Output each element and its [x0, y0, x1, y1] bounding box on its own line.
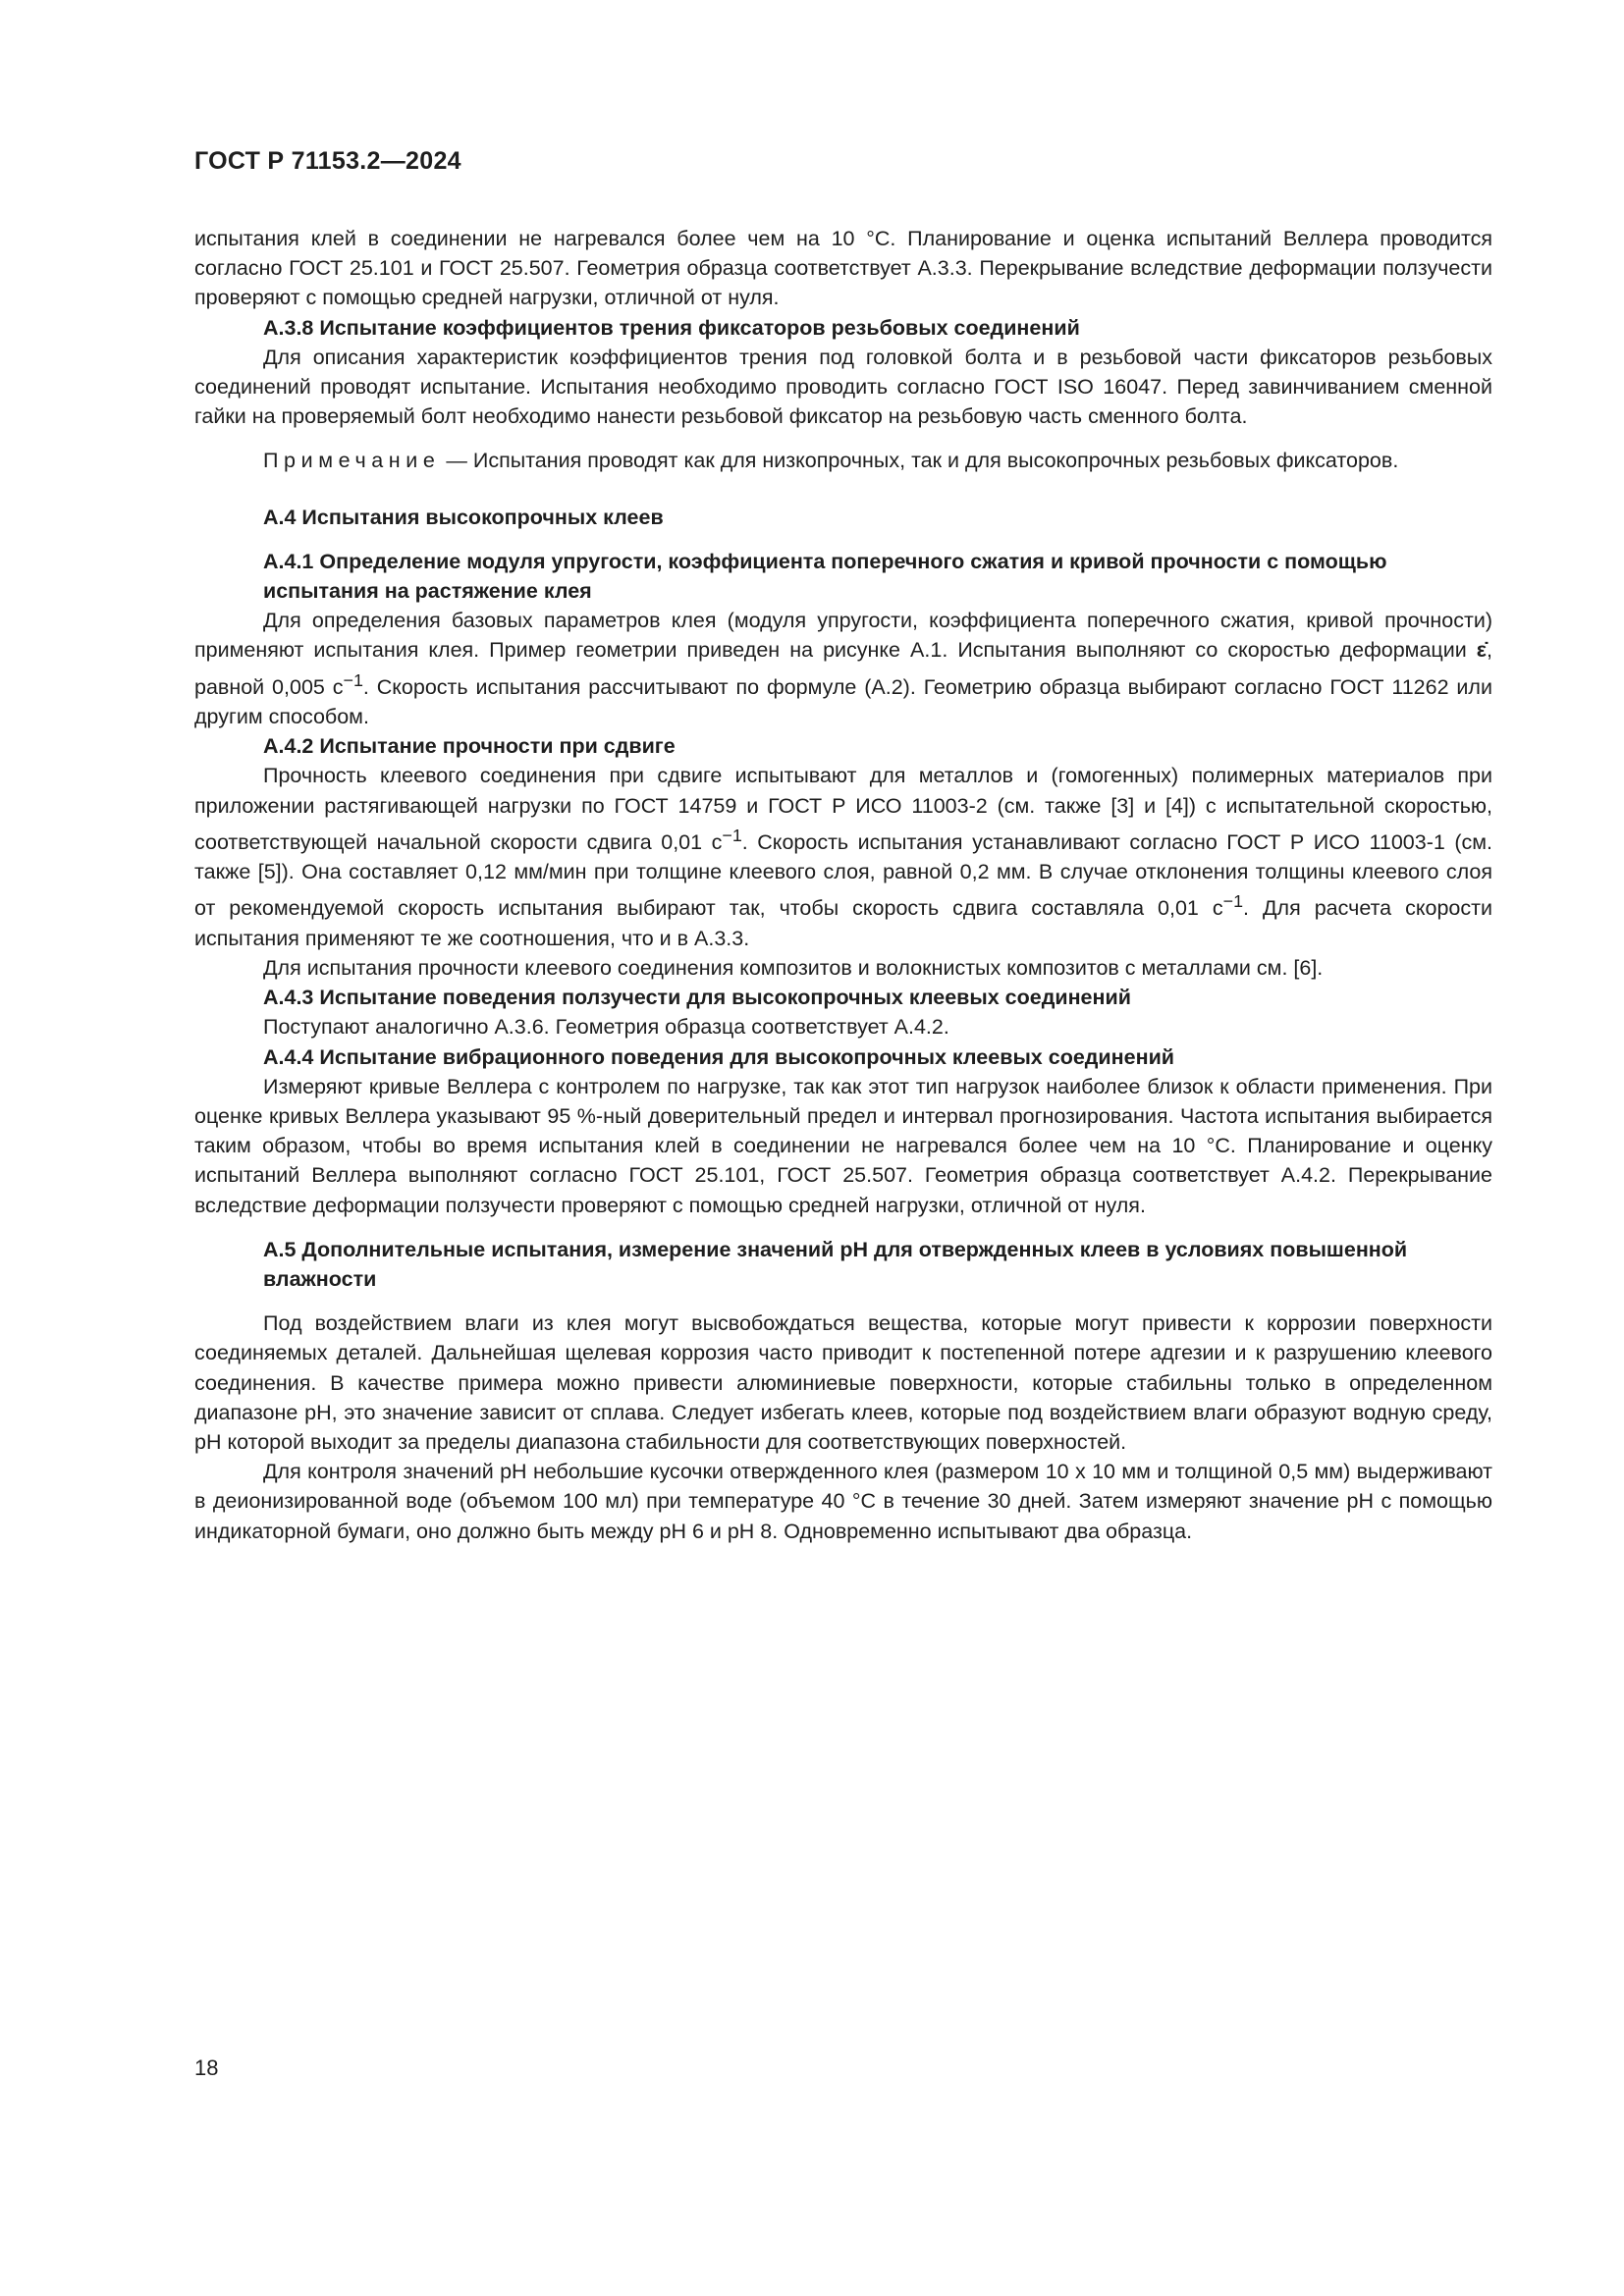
section-heading-a38: А.3.8 Испытание коэффициентов трения фиксаторов резьбовых соединений: [263, 315, 1080, 340]
paragraph: Для испытания прочности клеевого соединения композитов и волокнистых композитов с металлами см. [6].: [263, 955, 1324, 980]
paragraph: Для описания характеристик коэффициентов трения под головкой болта и в резьбовой части фиксаторов резьбовых соединений проводят испытание. Испытания необходимо проводить согласно ГОСТ ISO 16047. Перед завинчиванием сменной гайки на проверяемый болт необходимо нанести резьбовой фиксатор на резьбовую часть сменного болта.: [194, 345, 1492, 429]
paragraph: Для контроля значений pH небольшие кусочки отвержденного клея (размером 10 x 10 мм и толщиной 0,5 мм) выдерживают в деионизированной воде (объемом 100 мл) при температуре 40 °С в течение 30 дней. Затем измеряют значение pH с помощью индикаторной бумаги, оно должно быть между pH 6 и pH 8. Одновременно испытывают два образца.: [194, 1460, 1492, 1543]
document-header: ГОСТ Р 71153.2—2024: [194, 147, 461, 175]
paragraph: Под воздействием влаги из клея могут высвобождаться вещества, которые могут привести к коррозии поверхности соединяемых деталей. Дальнейшая щелевая коррозия часто приводит к постепенной потере адгезии и к разрушению клеевого соединения. В качестве примера можно привести алюминиевые поверхности, которые стабильны только в определенном диапазоне pH, это значение зависит от сплава. Следует избегать клеев, которые под воздействием влаги образуют водную среду, pH которой выходит за пределы диапазона стабильности для соответствующих поверхностей.: [194, 1311, 1492, 1454]
section-heading-a44: А.4.4 Испытание вибрационного поведения для высокопрочных клеевых соединений: [263, 1044, 1175, 1069]
section-heading-a5: А.5 Дополнительные испытания, измерение значений pH для отвержденных клеев в условиях повышенной влажности: [263, 1237, 1408, 1291]
note: [194, 446, 1492, 475]
paragraph: Измеряют кривые Веллера с контролем по нагрузке, так как этот тип нагрузок наиболее близок к области применения. При оценке кривых Веллера указывают 95 %-ный доверительный предел и интервал прогнозирования. Частота испытания выбирается таким образом, чтобы во время испытания клей в соединении не нагревался более чем на 10 °С. Планирование и оценку испытаний Веллера выполняют согласно ГОСТ 25.101, ГОСТ 25.507. Геометрия образца соответствует А.4.2. Перекрывание вследствие деформации ползучести проверяют с помощью средней нагрузки, отличной от нуля.: [194, 1074, 1492, 1217]
page-number: 18: [194, 2056, 219, 2080]
paragraph: испытания клей в соединении не нагревался более чем на 10 °С. Планирование и оценка испытаний Веллера проводится согласно ГОСТ 25.101 и ГОСТ 25.507. Геометрия образца соответствует А.3.3. Перекрывание вследствие деформации ползучести проверяют с помощью средней нагрузки, отличной от нуля.: [194, 227, 1492, 310]
paragraph: Прочность клеевого соединения при сдвиге испытывают для металлов и (гомогенных) полимерных материалов при приложении растягивающей нагрузки по ГОСТ 14759 и ГОСТ Р ИСО 11003-2 (см. также [3] и [4]) с испытательной скоростью, соответствующей начальной скорости сдвига 0,01 $с^{-1}$. Скорость испытания устанавливают согласно ГОСТ Р ИСО 11003-1 (см. также [5]). Она составляет 0,12 мм/мин при толщине клеевого слоя, равной 0,2 мм. В случае отклонения толщины клеевого слоя от рекомендуемой скорость испытания выбирают так, чтобы скорость сдвига составляла 0,01 $с^{-1}$. Для расчета скорости испытания применяют те же соотношения, что и в А.3.3.: [194, 764, 1492, 950]
document-body: [194, 224, 1492, 1546]
section-heading-a42: А.4.2 Испытание прочности при сдвиге: [263, 734, 676, 759]
paragraph: Поступают аналогично А.3.6. Геометрия образца соответствует А.4.2.: [263, 1015, 949, 1040]
paragraph: Для определения базовых параметров клея (модуля упругости, коэффициента поперечного сжатия, кривой прочности) применяют испытания клея. Пример геометрии приведен на рисунке А.1. Испытания выполняют со скоростью деформации ε̇, равной 0,005 $с^{-1}$. Скорость испытания рассчитывают по формуле (А.2). Геометрию образца выбирают согласно ГОСТ 11262 или другим способом.: [194, 609, 1492, 728]
strain-rate-symbol: ε̇: [1476, 638, 1488, 663]
section-heading-a4: А.4 Испытания высокопрочных клеев: [263, 505, 664, 529]
section-heading-a43: А.4.3 Испытание поведения ползучести для высокопрочных клеевых соединений: [263, 986, 1131, 1010]
note-text: — Испытания проводят как для низкопрочных, так и для высокопрочных резьбовых фиксаторов.: [440, 449, 1399, 473]
section-heading-a41: А.4.1 Определение модуля упругости, коэффициента поперечного сжатия и кривой прочности с помощью испытания на растяжение клея: [263, 549, 1387, 604]
note-label: Примечание: [263, 449, 441, 473]
